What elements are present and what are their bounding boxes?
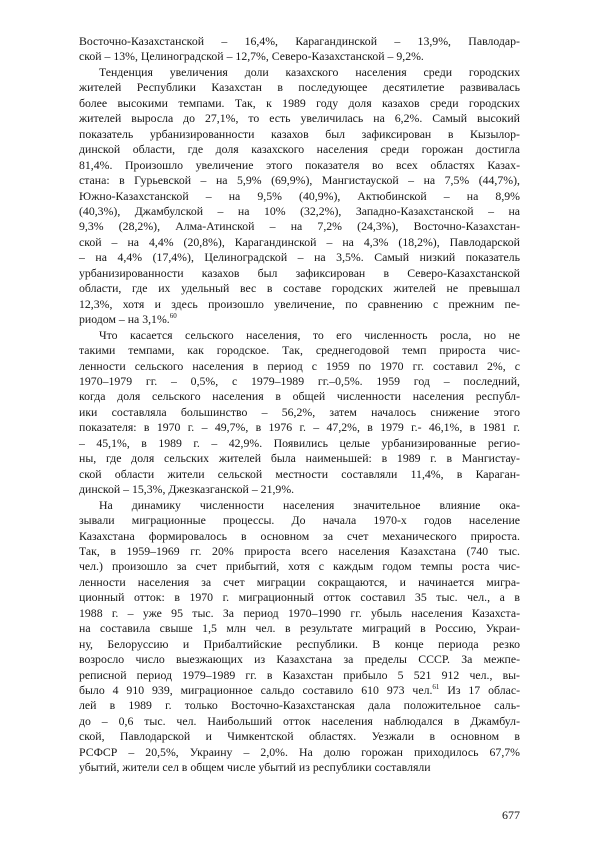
- text-line: жителей Республики Казахстан в последующее десятилетие развивалась: [79, 80, 520, 95]
- paragraph-1: [79, 34, 520, 65]
- text-line: ики составляла большинство – 56,2%, затем началось снижение этого: [79, 404, 520, 419]
- text-line: возросло число выезжающих из Казахстана за пределы СССР. За межпе-: [79, 652, 520, 667]
- text-line: ленности сельского населения в период с 1959 по 1970 гг. составил 2%, с: [79, 358, 520, 373]
- paragraph-3: [79, 328, 520, 498]
- text-line: стана: в Гурьевской – на 5,9% (69,9%), Мангистауской – на 7,5% (44,7%),: [79, 173, 520, 188]
- text-line: 1988 г. – уже 95 тыс. За период 1970–1990 гг. убыль населения Казахста-: [79, 605, 520, 620]
- footnote-ref: 60: [169, 312, 177, 321]
- text-line: урбанизированности казахов был зафиксирован в Северо-Казахстанской: [79, 265, 520, 280]
- text-line: ционный отток: в 1970 г. миграционный отток составил 35 тыс. чел., а в: [79, 590, 520, 605]
- text-line: на составила свыше 1,5 млн чел. в результате миграций в Россию, Украи-: [79, 621, 520, 636]
- text-line: Так, в 1959–1969 гг. 20% прироста всего населения Казахстана (740 тыс.: [79, 543, 520, 558]
- text-line: было 4 910 939, миграционное сальдо составило 610 973 чел.$^{61}$ Из 17 облас-: [79, 683, 521, 698]
- paragraph-2: [79, 65, 520, 328]
- text-line: На динамику численности населения значительное влияние ока-: [99, 497, 520, 512]
- page-number: 677: [502, 808, 520, 822]
- text-line: такими темпами, как городское. Так, среднегодовой темп прироста чис-: [79, 343, 520, 358]
- text-line: убытий, жители сел в общем числе убытий из республики составляли: [79, 760, 431, 775]
- text-line: 81,4%. Произошло увеличение этого показателя во всех областях Казах-: [79, 157, 520, 172]
- text-line: 9,3% (28,2%), Алма-Атинской – на 7,2% (24,3%), Восточно-Казахстан-: [79, 219, 520, 234]
- text-line: – на 4,4% (17,4%), Целиноградской – на 3,5%. Самый низкий показатель: [79, 250, 520, 265]
- text-line: динской области, где доля казахского населения среди горожан достигла: [79, 142, 520, 157]
- text-line: области, где их удельный вес в составе городских жителей не превышал: [79, 281, 520, 296]
- text-line: зывали миграционные процессы. До начала 1970-х годов население: [79, 513, 520, 528]
- text-line: ны, где доля сельских жителей была наименьшей: в 1989 г. в Мангистау-: [79, 451, 520, 466]
- text-line: риодом – на 3,1%.$^{60}$: [79, 312, 177, 327]
- text-line: Тенденция увеличения доли казахского населения среди городских: [99, 64, 520, 79]
- text-line: ленности населения за счет миграции сокращаются, и начинается мигра-: [79, 574, 520, 589]
- text-line: более высокими темпами. Так, к 1989 году доля казахов среди городских: [79, 95, 520, 110]
- text-line: ской – на 4,4% (20,8%), Карагандинской – на 4,3% (18,2%), Павлодарской: [79, 234, 520, 249]
- text-line: Что касается сельского населения, то его численность росла, но не: [99, 327, 520, 342]
- text-line: ской – 13%, Целиноградской – 12,7%, Северо-Казахстанской – 9,2%.: [79, 49, 424, 64]
- text-line: показателя: в 1970 г. – 49,7%, в 1976 г. – 47,2%, в 1979 г.- 46,1%, в 1981 г.: [79, 420, 520, 435]
- text-line: реписной период 1979–1989 гг. в Казахстан прибыло 5 521 912 чел., вы-: [79, 667, 520, 682]
- text-line: лей в 1989 г. только Восточно-Казахстанская дала положительное саль-: [79, 698, 520, 713]
- text-line: ну, Белоруссию и Прибалтийские республики. В конце периода резко: [79, 636, 520, 651]
- text-line: (40,3%), Джамбулской – на 10% (32,2%), Западно-Казахстанской – на: [79, 203, 520, 218]
- footnote-ref: 61: [432, 683, 440, 692]
- text-line: Казахстана формировалось в основном за счет механического прироста.: [79, 528, 520, 543]
- text-line: РСФСР – 20,5%, Украину – 2,0%. На долю горожан приходилось 67,7%: [79, 744, 520, 759]
- text-line: – 45,1%, в 1989 г. – 42,9%. Появились целые урбанизированные регио-: [79, 435, 520, 450]
- text-line: Южно-Казахстанской – на 9,5% (40,9%), Актюбинской – на 8,9%: [79, 188, 520, 203]
- text-line: 1970–1979 гг. – 0,5%, с 1979–1989 гг.–0,5%. 1959 год – последний,: [79, 373, 520, 388]
- text-line: 12,3%, хотя и здесь произошло увеличение, по сравнению с прежним пе-: [79, 296, 520, 311]
- text-line: Восточно-Казахстанской – 16,4%, Карагандинской – 13,9%, Павлодар-: [79, 34, 520, 48]
- document-page: [79, 34, 520, 776]
- text-line: показатель урбанизированности казахов был зафиксирован в Кызылор-: [79, 126, 520, 141]
- text-line: до – 0,6 тыс. чел. Наибольший отток населения наблюдался в Джамбул-: [79, 713, 520, 728]
- text-line: жителей выросла до 27,1%, то есть увеличилась на 6,2%. Самый высокий: [79, 111, 520, 126]
- text-line: динской – 15,3%, Джезказганской – 21,9%.: [79, 482, 295, 497]
- text-line: когда доля сельского населения в общей численности населения республ-: [79, 389, 520, 404]
- text-line: чел.) произошло за счет прибытий, хотя с каждым годом темпы роста чис-: [79, 559, 520, 574]
- text-line: ской области жители сельской местности составляли 11,4%, в Караган-: [79, 466, 520, 481]
- paragraph-4: [79, 498, 520, 776]
- text-line: ской, Павлодарской и Чимкентской областях. Уезжали в основном в: [79, 729, 520, 744]
